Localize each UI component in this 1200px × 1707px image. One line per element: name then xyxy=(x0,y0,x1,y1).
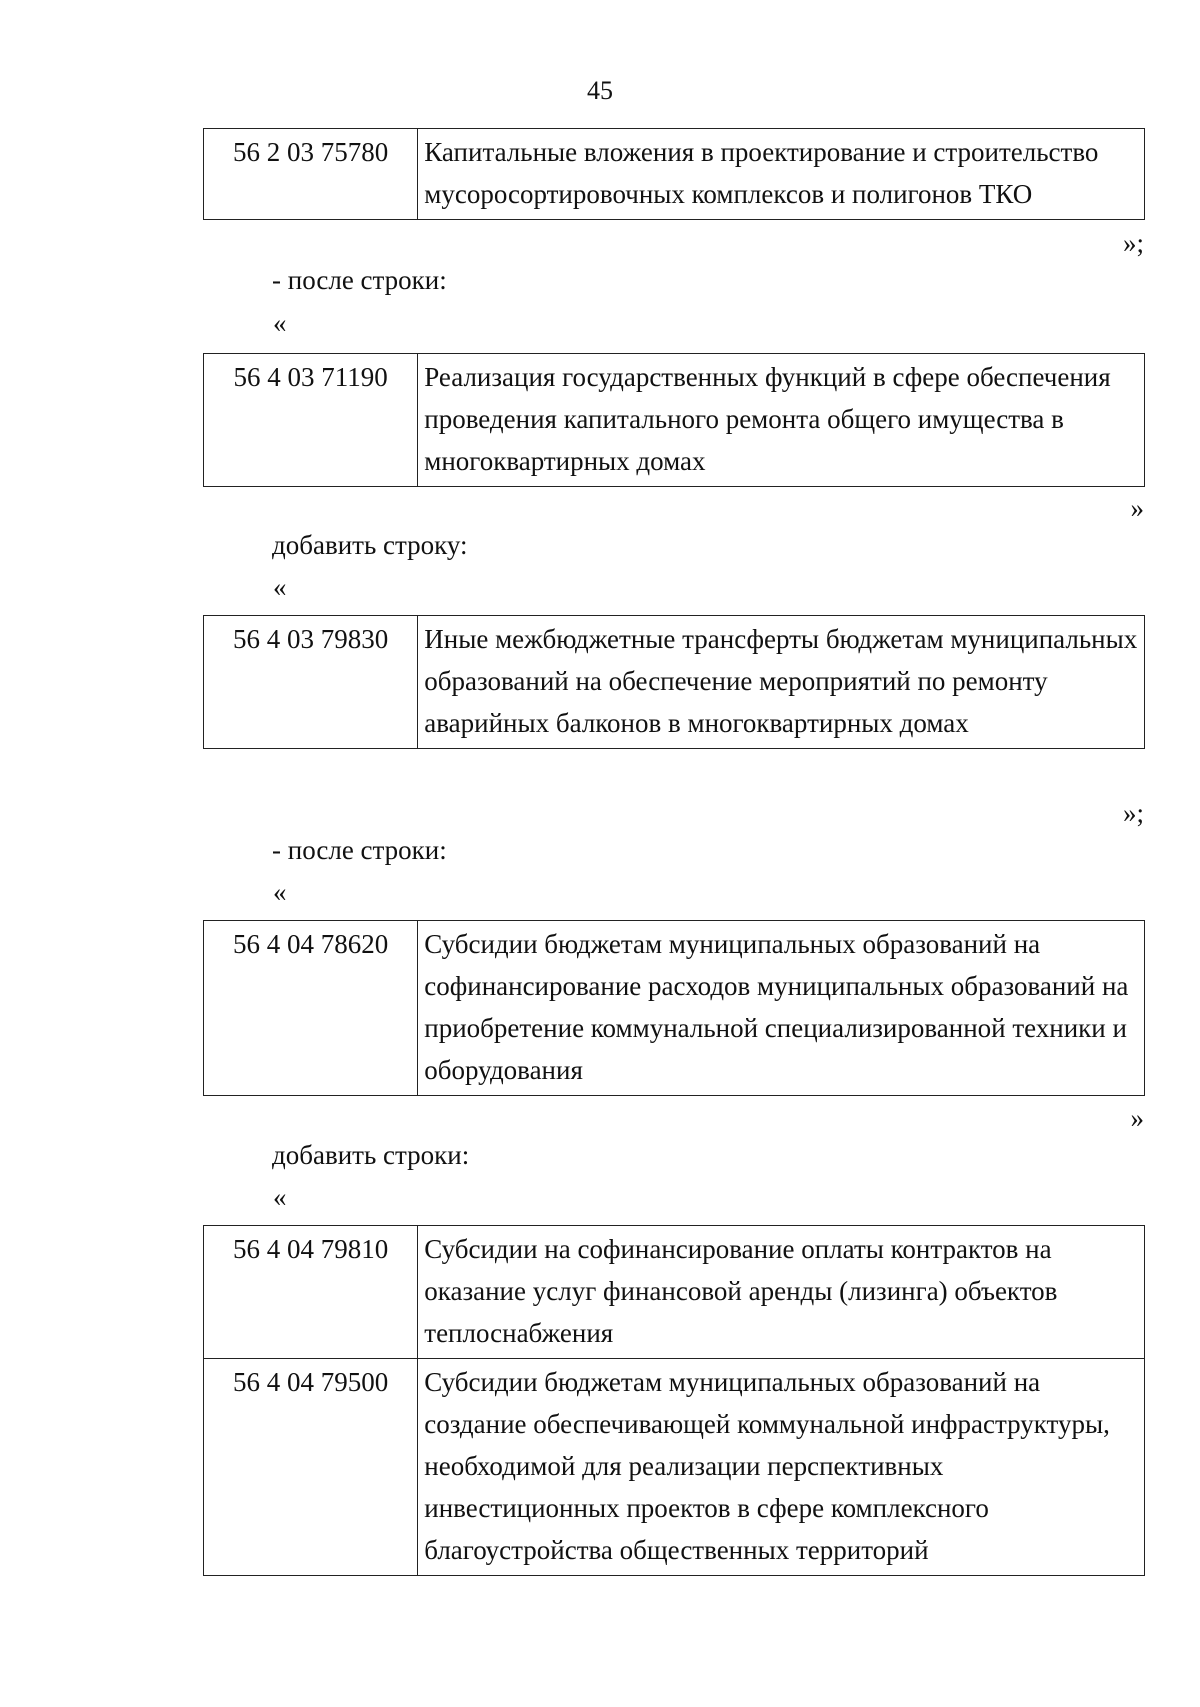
budget-code-cell: 56 4 04 78620 xyxy=(204,921,418,1096)
page-number: 45 xyxy=(587,76,613,105)
description-cell: Капитальные вложения в проектирование и строительство мусоросортировочных комплексов и полигонов ТКО xyxy=(418,129,1145,220)
table-row xyxy=(204,354,1145,487)
budget-table-1 xyxy=(203,128,1145,220)
opening-quote: « xyxy=(273,1182,287,1212)
budget-code-cell: 56 4 03 71190 xyxy=(204,354,418,487)
description-cell: Иные межбюджетные трансферты бюджетам муниципальных образований на обеспечение мероприятий по ремонту аварийных балконов в многоквартирных домах xyxy=(418,616,1145,749)
budget-table-5 xyxy=(203,1225,1145,1576)
closing-quote: »; xyxy=(1122,228,1144,258)
budget-table-2 xyxy=(203,353,1145,487)
opening-quote: « xyxy=(273,308,287,338)
instruction-after-row: - после строки: xyxy=(272,265,447,295)
table-row xyxy=(204,921,1145,1096)
budget-table-3 xyxy=(203,615,1145,749)
description-cell: Субсидии бюджетам муниципальных образований на софинансирование расходов муниципальных образований на приобретение коммунальной специализированной техники и оборудования xyxy=(418,921,1145,1096)
description-cell: Субсидии бюджетам муниципальных образований на создание обеспечивающей коммунальной инфраструктуры, необходимой для реализации перспективных инвестиционных проектов в сфере комплексного благоустройства общественных территорий xyxy=(418,1359,1145,1576)
instruction-after-row: - после строки: xyxy=(272,835,447,865)
table-row xyxy=(204,129,1145,220)
budget-table-4 xyxy=(203,920,1145,1096)
budget-code-cell: 56 4 04 79810 xyxy=(204,1226,418,1359)
table-row xyxy=(204,1359,1145,1576)
description-cell: Субсидии на софинансирование оплаты контрактов на оказание услуг финансовой аренды (лизинга) объектов теплоснабжения xyxy=(418,1226,1145,1359)
budget-code-cell: 56 2 03 75780 xyxy=(204,129,418,220)
budget-code-cell: 56 4 03 79830 xyxy=(204,616,418,749)
budget-code-cell: 56 4 04 79500 xyxy=(204,1359,418,1576)
table-row xyxy=(204,616,1145,749)
instruction-add-row: добавить строку: xyxy=(272,530,468,560)
opening-quote: « xyxy=(273,877,287,907)
description-cell: Реализация государственных функций в сфере обеспечения проведения капитального ремонта общего имущества в многоквартирных домах xyxy=(418,354,1145,487)
opening-quote: « xyxy=(273,572,287,602)
closing-quote: » xyxy=(1130,493,1144,523)
closing-quote: » xyxy=(1130,1103,1144,1133)
table-row xyxy=(204,1226,1145,1359)
instruction-add-rows: добавить строки: xyxy=(272,1140,470,1170)
closing-quote: »; xyxy=(1122,798,1144,828)
